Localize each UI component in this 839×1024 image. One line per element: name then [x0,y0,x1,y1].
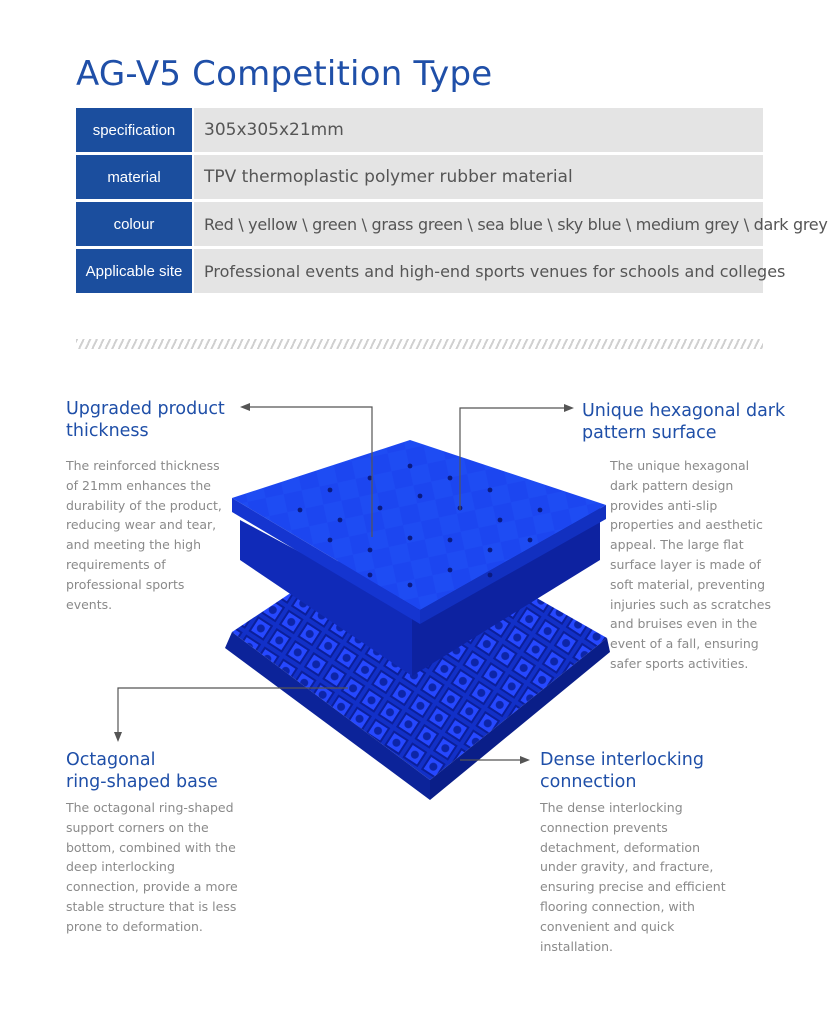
body-line: under gravity, and fracture, [540,859,714,875]
page-title: AG-V5 Competition Type [76,54,493,94]
surface-title [582,400,785,444]
spec-label: Applicable site [76,249,192,293]
body-line: convenient and quick [540,918,675,934]
thickness-title [66,398,225,442]
title-line: connection [540,772,637,792]
body-line: connection, provide a more [66,879,238,895]
body-line: bottom, combined with the [66,839,236,855]
body-line: deep interlocking [66,859,175,875]
spec-label: specification [76,108,192,152]
body-line: reducing wear and tear, [66,517,217,533]
body-line: prone to deformation. [66,918,203,934]
body-line: support corners on the [66,819,209,835]
spec-label: material [76,155,192,199]
title-line: Octagonal [66,750,156,770]
spec-label: colour [76,202,192,246]
body-line: and meeting the high [66,537,201,553]
body-line: of 21mm enhances the [66,477,211,493]
base-title [66,749,218,793]
body-line: event of a fall, ensuring [610,636,759,652]
interlock-title [540,749,704,793]
body-line: installation. [540,938,613,954]
body-line: detachment, deformation [540,839,700,855]
spec-value: Professional events and high-end sports venues for schools and colleges [194,249,763,293]
title-line: Upgraded product [66,399,225,419]
body-line: durability of the product, [66,497,222,513]
body-line: The octagonal ring-shaped [66,800,234,815]
body-line: appeal. The large flat [610,537,744,553]
base-body [66,798,238,937]
surface-body [610,456,771,674]
body-line: connection prevents [540,819,668,835]
body-line: stable structure that is less [66,898,237,914]
body-line: events. [66,596,113,612]
body-line: requirements of [66,556,166,572]
spec-value: Red \ yellow \ green \ grass green \ sea blue \ sky blue \ medium grey \ dark grey [194,202,763,246]
spec-value: 305x305x21mm [194,108,763,152]
body-line: injuries such as scratches [610,596,772,612]
body-line: ensuring precise and efficient [540,879,726,895]
body-line: and bruises even in the [610,616,758,632]
interlock-body [540,798,726,956]
body-line: The unique hexagonal [610,458,750,473]
thickness-body [66,456,222,614]
title-line: pattern surface [582,423,717,443]
body-line: provides anti-slip [610,497,718,513]
body-line: The reinforced thickness [66,458,220,473]
body-line: soft material, preventing [610,576,766,592]
body-line: safer sports activities. [610,655,749,671]
body-line: surface layer is made of [610,556,761,572]
body-line: professional sports [66,576,185,592]
title-line: thickness [66,421,149,441]
body-line: dark pattern design [610,477,734,493]
title-line: Dense interlocking [540,750,704,770]
body-line: properties and aesthetic [610,517,763,533]
body-line: The dense interlocking [540,800,683,815]
title-line: Unique hexagonal dark [582,401,786,421]
spec-value: TPV thermoplastic polymer rubber material [194,155,763,199]
body-line: flooring connection, with [540,898,695,914]
title-line: ring-shaped base [66,772,218,792]
